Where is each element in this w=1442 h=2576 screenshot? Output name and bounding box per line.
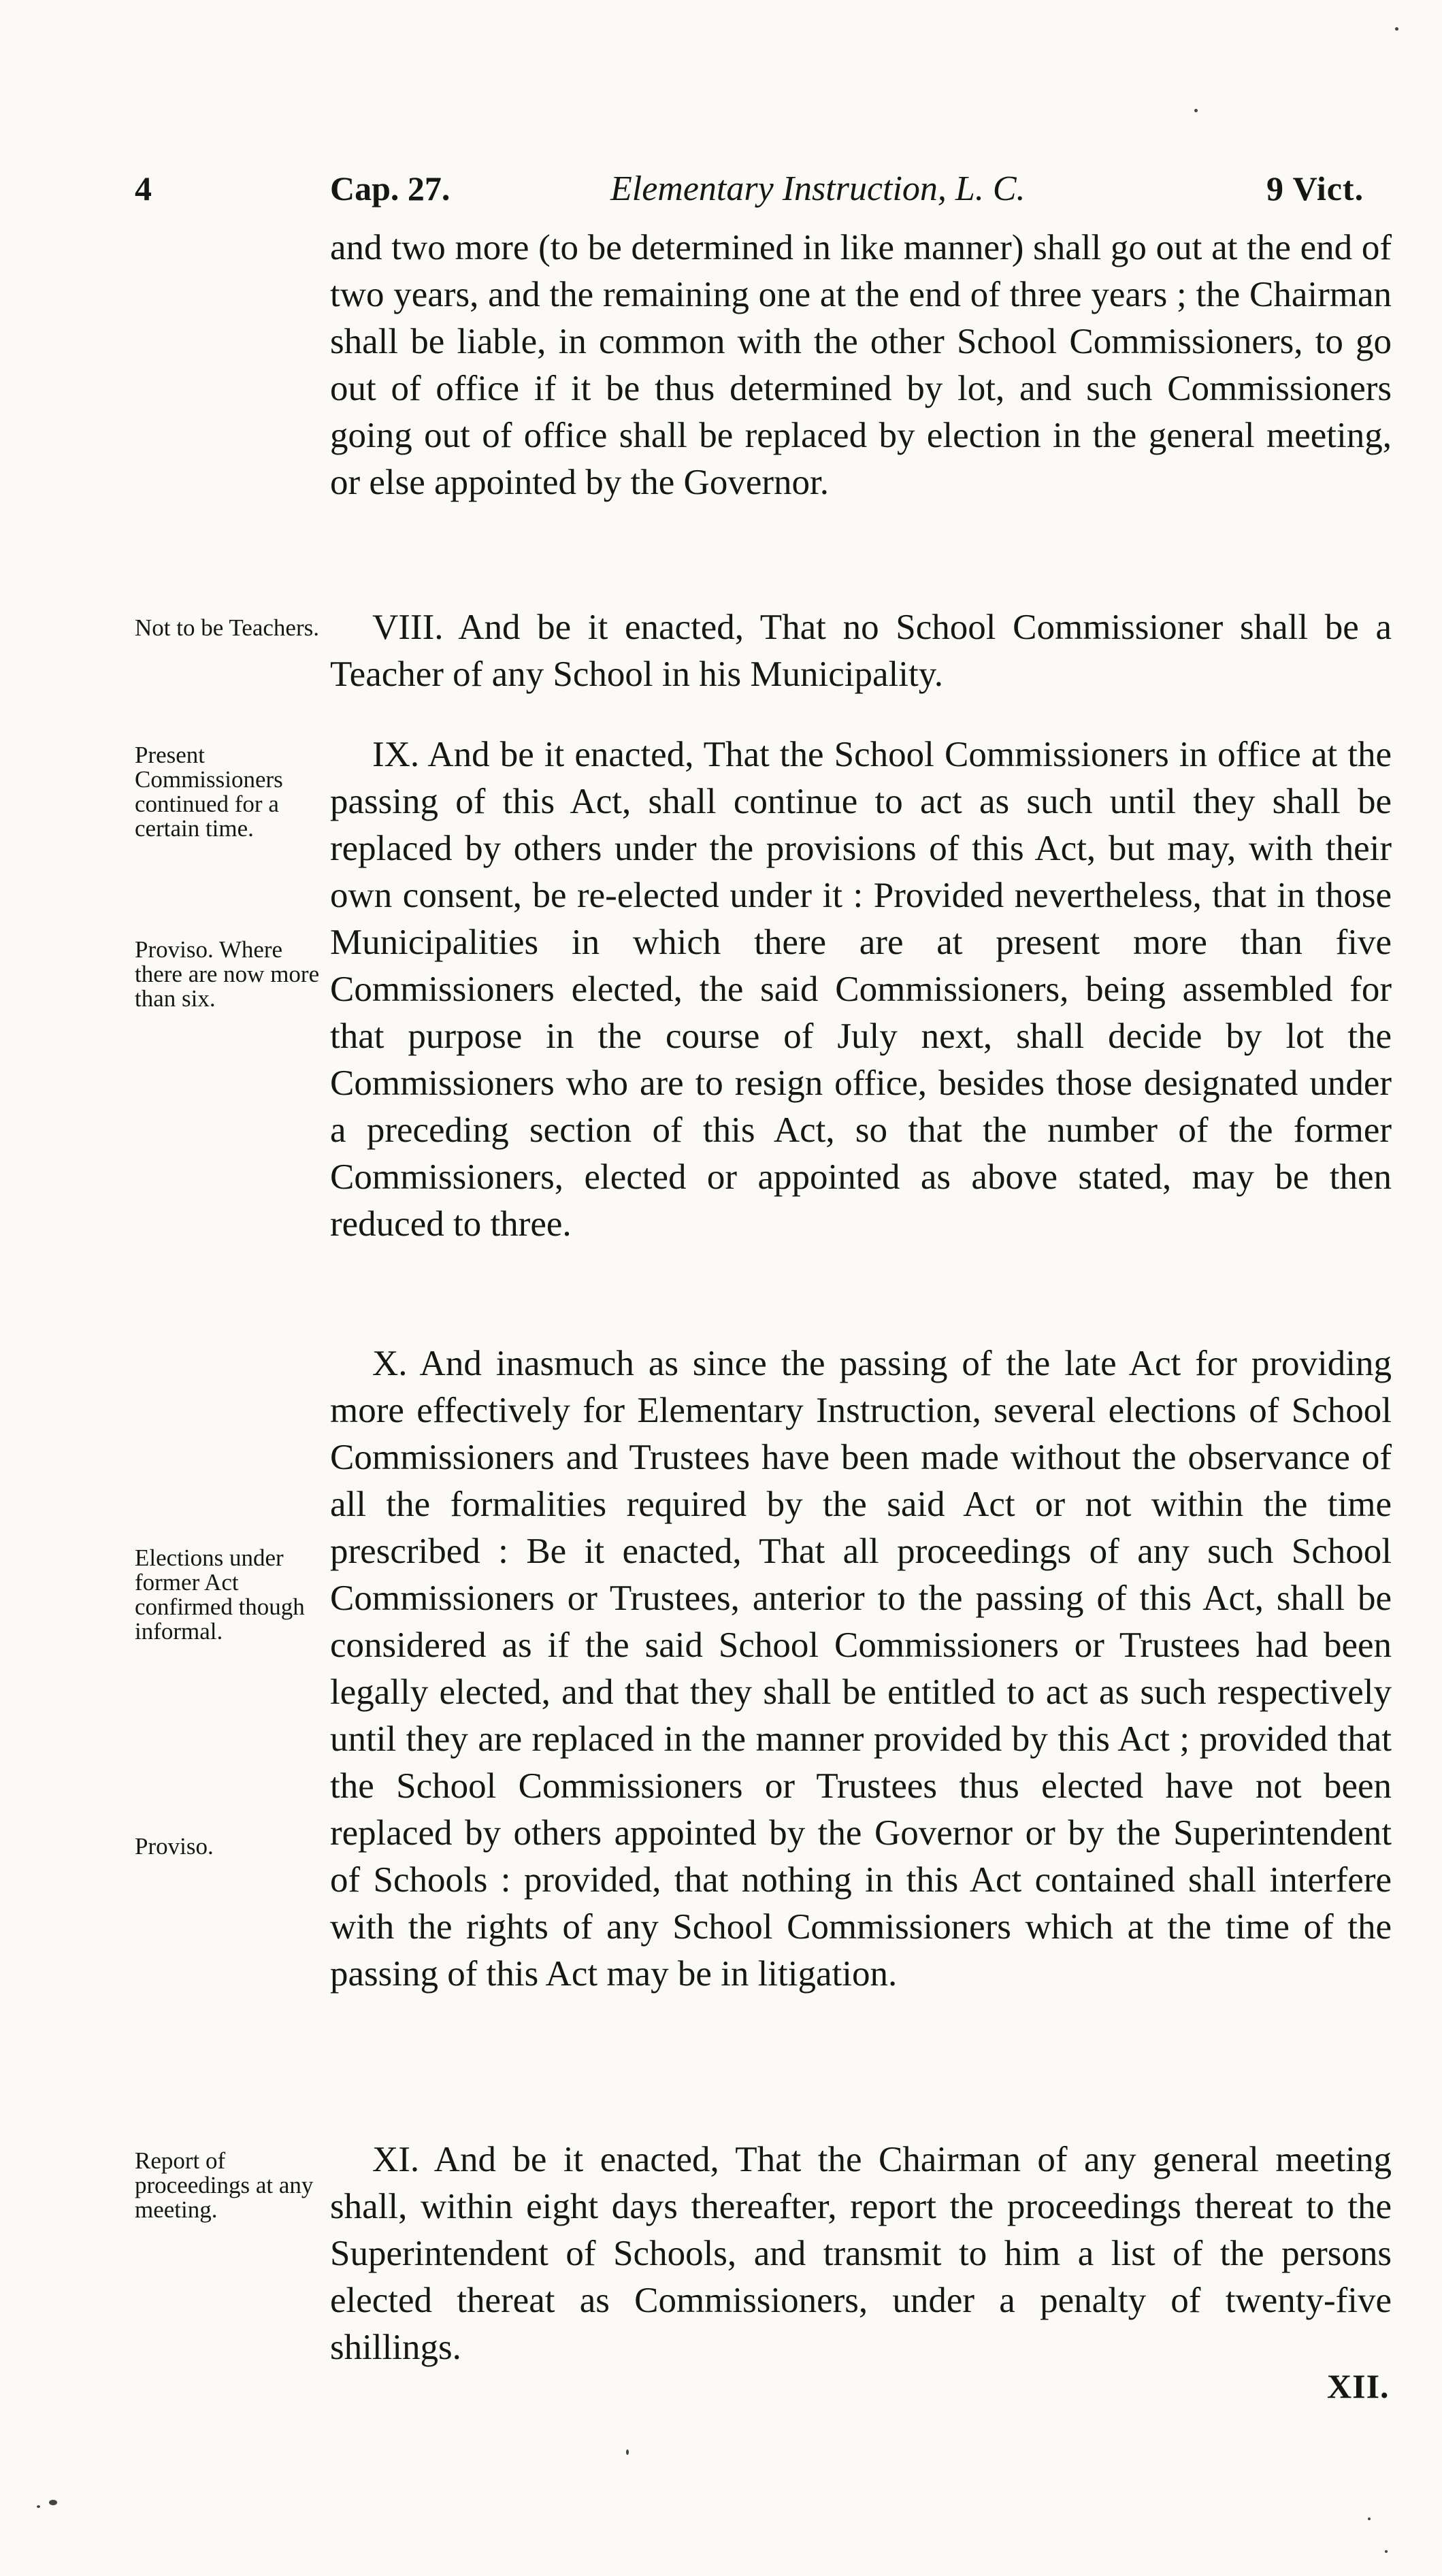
ink-speck — [626, 2449, 629, 2455]
continuation-paragraph: and two more (to be determined in like manner) shall go out at the end of two years, and the remaining one at the end of three years ; the Chairman shall be liable, in common with the other School Commissioners, to go out of office if it be thus determined by lot, and such Commissioners going out of office shall be replaced by election in the general meeting, or else appointed by the Governor. — [330, 228, 1392, 502]
section-xi: XI. And be it enacted, That the Chairman of any general meeting shall, within eight days thereafter, report the proceedings thereat to the Superintendent of Schools, and transmit to him a list of the persons elected thereat as Commissioners, under a penalty of twenty-five shillings. — [330, 2140, 1392, 2367]
ink-speck — [1385, 2550, 1388, 2553]
ink-speck — [37, 2505, 40, 2508]
catchword: XII. — [1327, 2367, 1390, 2405]
running-header — [0, 169, 1442, 216]
ink-speck — [1395, 27, 1398, 31]
chapter-number: Cap. 27. — [330, 169, 450, 208]
margin-note-section-ix: Present Commissioners continued for a certain time. — [135, 742, 283, 842]
margin-note-section-ix-proviso: Proviso. Where there are now more than six. — [135, 936, 320, 1012]
ink-speck — [1194, 109, 1198, 112]
page-number: 4 — [135, 169, 152, 208]
margin-note-section-x: Elections under former Act confirmed though informal. — [135, 1545, 305, 1645]
ink-speck — [1368, 2517, 1371, 2520]
section-x: X. And inasmuch as since the passing of the late Act for providing more effectively for Elementary Instruction, several elections of School Commissioners and Trustees have been made without the observance of all the formalities required by the said Act or not within the time prescribed : Be it enacted, That all proceedings of any such School Commissioners or Trustees, anterior to the passing of this Act, shall be considered as if the said School Commissioners or Trustees had been legally elected, and that they shall be entitled to act as such respectively until they are replaced in the manner provided by this Act ; provided that the School Commissioners or Trustees thus elected have not been replaced by others appointed by the Governor or by the Superintendent of Schools : provided, that nothing in this Act contained shall interfere with the rights of any School Commissioners which at the time of the passing of this Act may be in litigation. — [330, 1344, 1392, 1994]
running-title: Elementary Instruction, L. C. — [610, 169, 1026, 208]
section-viii: VIII. And be it enacted, That no School Commissioner shall be a Teacher of any School in his Municipality. — [330, 608, 1392, 694]
ink-speck — [49, 2500, 57, 2505]
margin-note-section-x-proviso: Proviso. — [135, 1833, 214, 1860]
section-ix: IX. And be it enacted, That the School Commissioners in office at the passing of this Act, shall continue to act as such until they shall be replaced by others under the provisions of this Act, but may, with their own consent, be re-elected under it : Provided nevertheless, that in those Municipalities in which there are at present more than five Commissioners elected, the said Commissioners, being assembled for that purpose in the course of July next, shall decide by lot the Commissioners who are to resign office, besides those designated under a preceding section of this Act, so that the number of the former Commissioners, elected or appointed as above stated, may be then reduced to three. — [330, 735, 1392, 1244]
margin-note-section-xi: Report of proceedings at any meeting. — [135, 2147, 314, 2223]
margin-note-section-viii: Not to be Teachers. — [135, 614, 319, 641]
regnal-year: 9 Vict. — [1266, 169, 1364, 208]
